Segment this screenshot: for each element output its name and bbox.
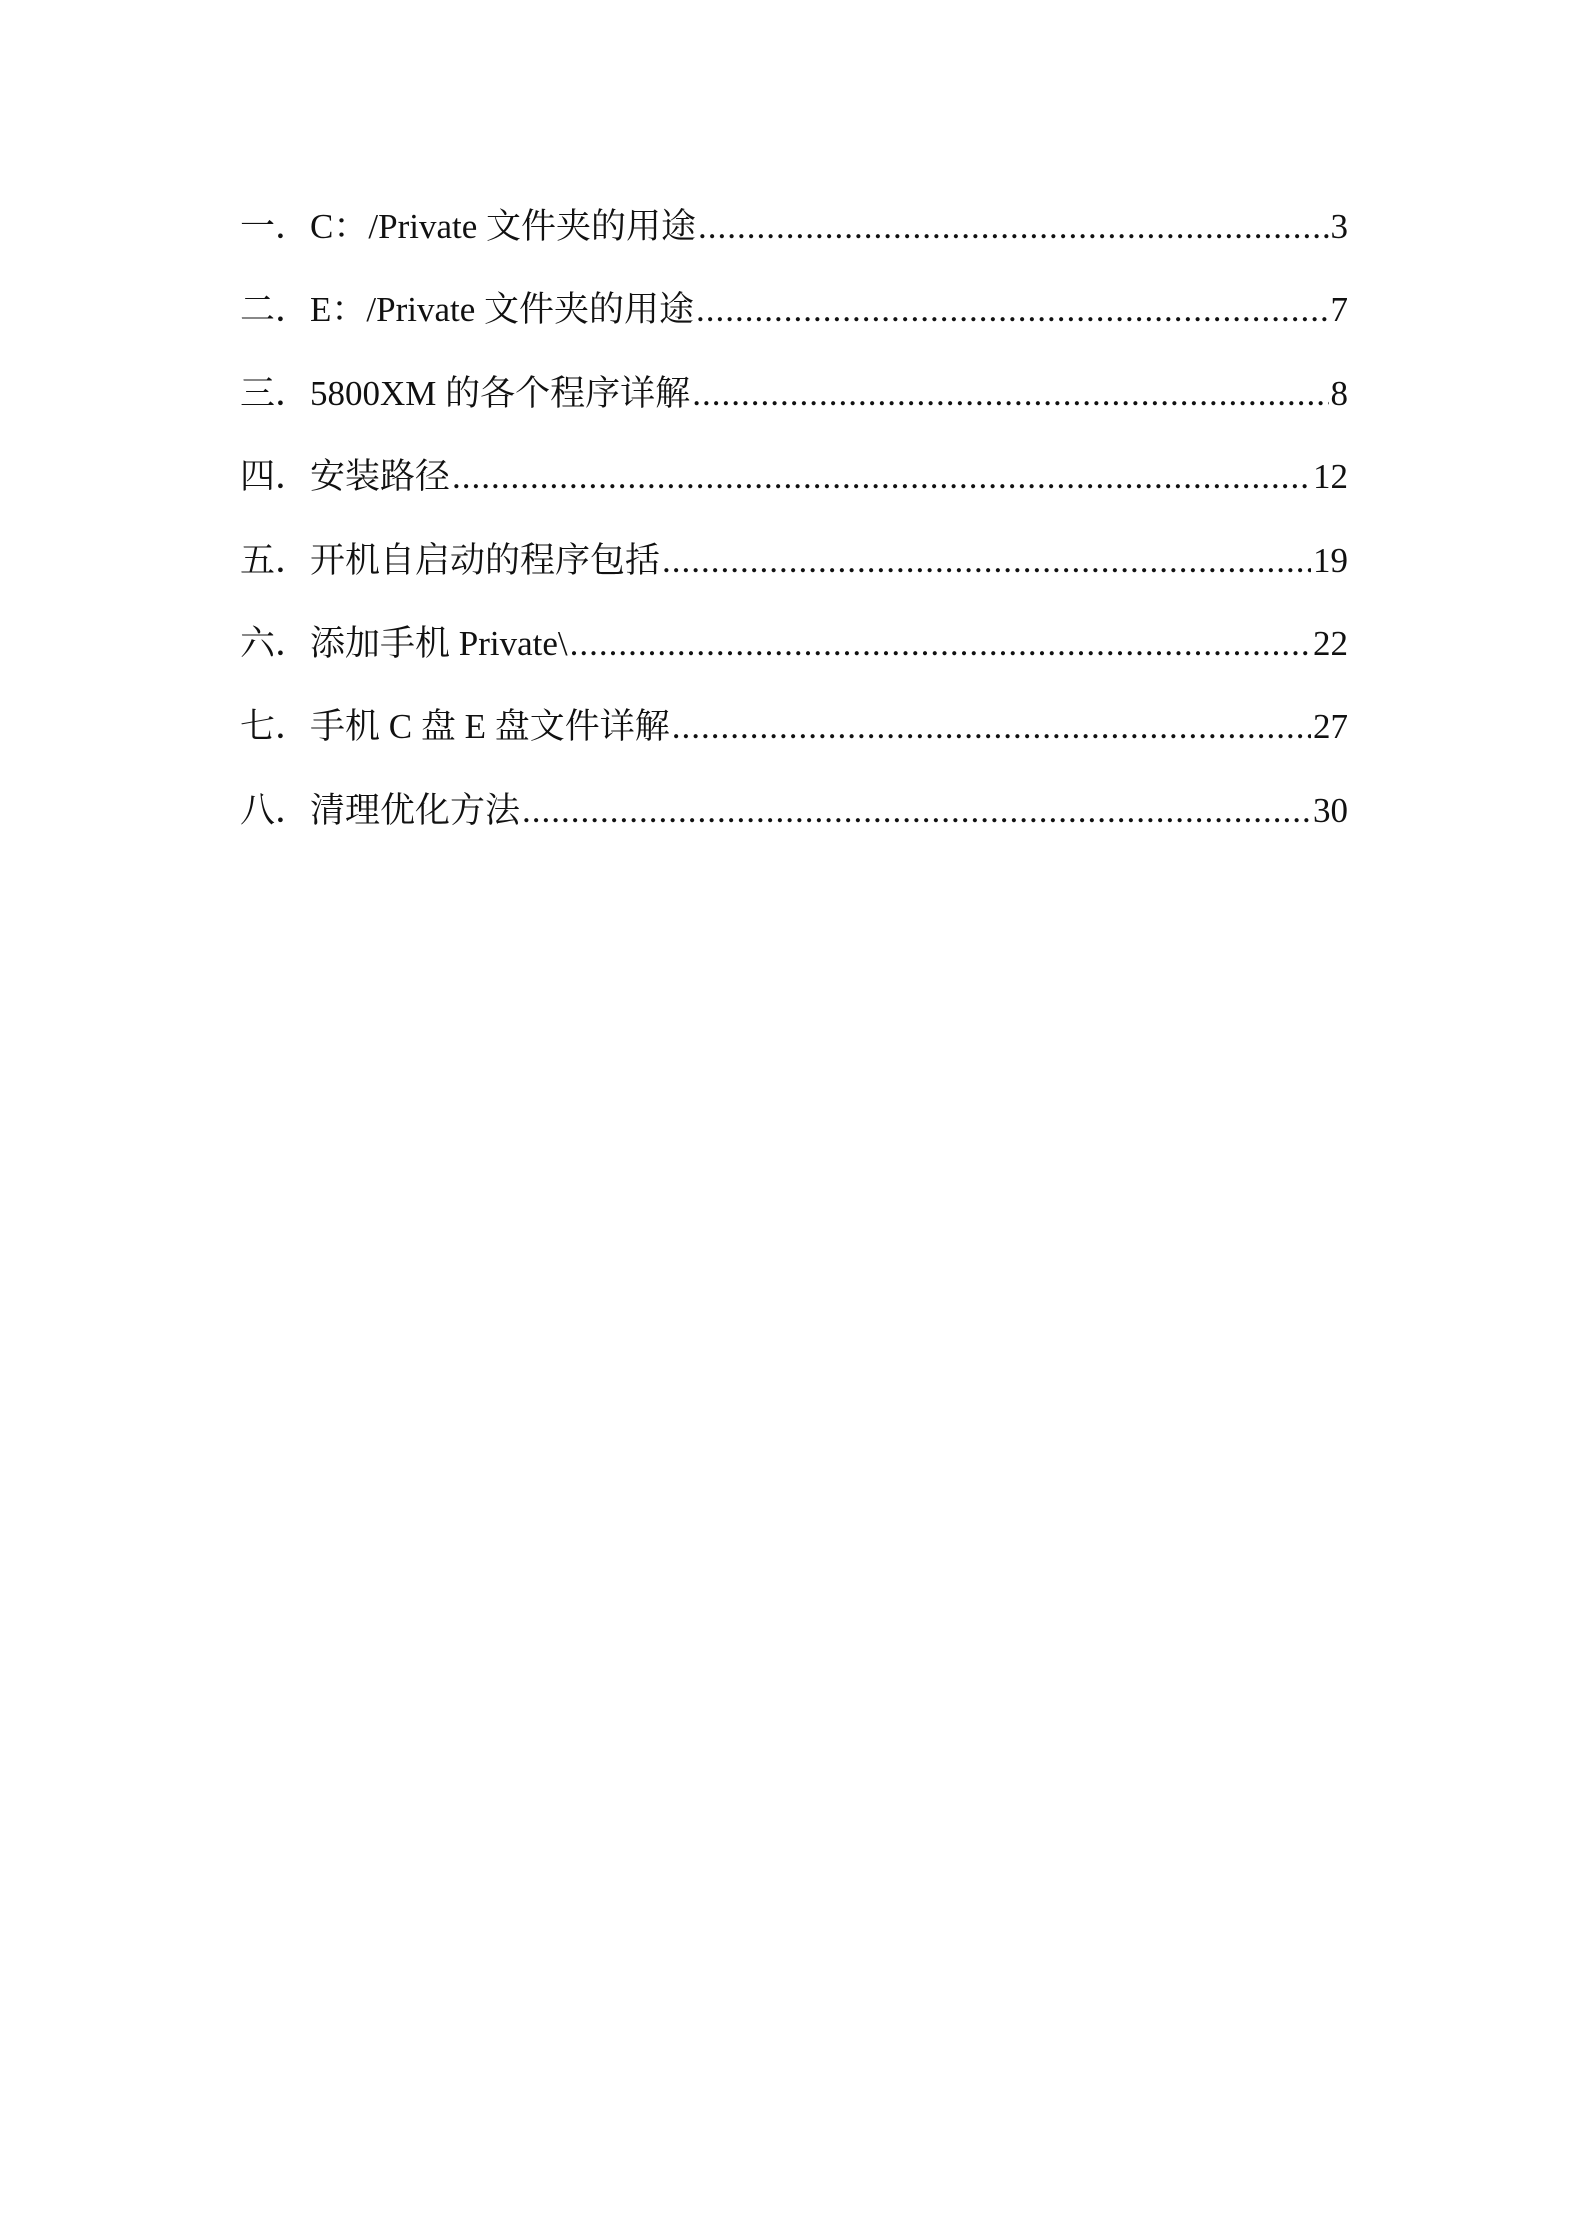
toc-page-number: 22 bbox=[1313, 623, 1348, 663]
toc-page-number: 8 bbox=[1330, 373, 1348, 413]
toc-entry-2[interactable] bbox=[240, 288, 1348, 371]
toc-entry-title: C：/Private 文件夹的用途 bbox=[310, 207, 696, 246]
toc-entry-number: 四 bbox=[240, 457, 276, 497]
toc-dot-leader bbox=[698, 205, 1329, 249]
toc-dot-leader bbox=[662, 539, 1311, 583]
toc-entry-separator: ． bbox=[275, 290, 311, 330]
table-of-contents bbox=[240, 205, 1348, 872]
toc-entry-title: 5800XM 的各个程序详解 bbox=[310, 373, 691, 413]
toc-entry-separator: ． bbox=[275, 207, 311, 246]
toc-entry-title: 安装路径 bbox=[310, 457, 451, 497]
toc-page-number: 7 bbox=[1330, 290, 1348, 330]
toc-entry-1[interactable] bbox=[240, 205, 1348, 288]
toc-entry-separator: ． bbox=[275, 623, 311, 663]
toc-page-number: 30 bbox=[1313, 790, 1348, 830]
toc-entry-separator: ． bbox=[275, 790, 311, 830]
toc-page-number: 19 bbox=[1313, 540, 1348, 580]
toc-entry-number: 六 bbox=[240, 623, 276, 663]
toc-dot-leader bbox=[696, 288, 1328, 332]
toc-entry-title: 开机自启动的程序包括 bbox=[310, 540, 661, 580]
toc-entry-number: 一 bbox=[240, 207, 276, 246]
toc-entry-separator: ． bbox=[275, 540, 311, 580]
toc-dot-leader bbox=[522, 789, 1311, 833]
toc-entry-number: 五 bbox=[240, 540, 276, 580]
toc-page-number: 12 bbox=[1313, 457, 1348, 497]
toc-dot-leader bbox=[452, 455, 1311, 499]
toc-entry-number: 三 bbox=[240, 373, 276, 413]
toc-entry-5[interactable] bbox=[240, 539, 1348, 622]
toc-page-number: 3 bbox=[1330, 207, 1348, 246]
toc-entry-title: 添加手机 Private\ bbox=[310, 623, 568, 663]
toc-entry-separator: ． bbox=[275, 457, 311, 497]
toc-dot-leader bbox=[570, 622, 1311, 666]
toc-entry-title: 清理优化方法 bbox=[310, 790, 521, 830]
toc-entry-number: 七 bbox=[240, 707, 276, 747]
toc-entry-title: 手机 C 盘 E 盘文件详解 bbox=[310, 707, 670, 747]
toc-entry-6[interactable] bbox=[240, 622, 1348, 705]
toc-entry-number: 二 bbox=[240, 290, 276, 330]
toc-entry-3[interactable] bbox=[240, 372, 1348, 455]
toc-entry-title: E：/Private 文件夹的用途 bbox=[310, 290, 695, 330]
toc-entry-4[interactable] bbox=[240, 455, 1348, 538]
toc-dot-leader bbox=[692, 372, 1328, 416]
toc-page-number: 27 bbox=[1313, 707, 1348, 747]
toc-entry-8[interactable] bbox=[240, 789, 1348, 872]
toc-dot-leader bbox=[672, 705, 1311, 749]
toc-entry-separator: ． bbox=[275, 373, 311, 413]
toc-entry-7[interactable] bbox=[240, 705, 1348, 788]
toc-entry-number: 八 bbox=[240, 790, 276, 830]
toc-entry-separator: ． bbox=[275, 707, 311, 747]
